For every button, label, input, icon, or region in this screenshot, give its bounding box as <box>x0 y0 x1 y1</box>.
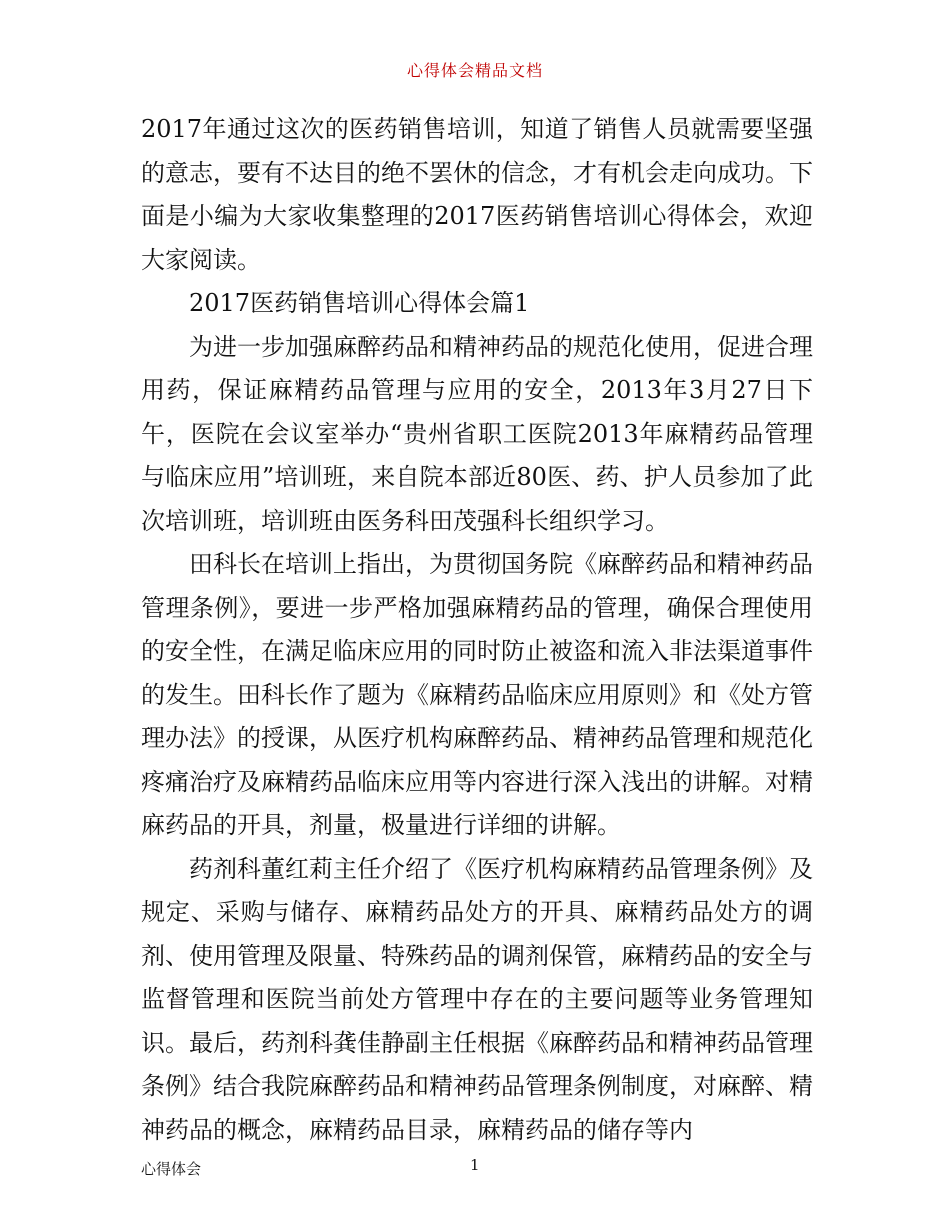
footer-label: 心得体会 <box>141 1160 202 1178</box>
section-heading: 2017医药销售培训心得体会篇1 <box>189 289 530 317</box>
body-paragraph: 药剂科董红莉主任介绍了《医疗机构麻精药品管理条例》及规定、采购与储存、麻精药品处方的开具、麻精药品处方的调剂、使用管理及限量、特殊药品的调剂保管，麻精药品的安全与监督管理和医院当前处方管理中存在的主要问题等业务管理知识。最后，药剂科龚佳静副主任根据《麻醉药品和精神药品管理条例》结合我院麻醉药品和精神药品管理条例制度，对麻醉、精神药品的概念，麻精药品目录，麻精药品的储存等内 <box>141 854 813 1144</box>
body-paragraph: 田科长在培训上指出，为贯彻国务院《麻醉药品和精神药品管理条例》，要进一步严格加强麻精药品的管理，确保合理使用的安全性，在满足临床应用的同时防止被盗和流入非法渠道事件的发生。田科长作了题为《麻精药品临床应用原则》和《处方管理办法》的授课，从医疗机构麻醉药品、精神药品管理和规范化疼痛治疗及麻精药品临床应用等内容进行深入浅出的讲解。对精麻药品的开具，剂量，极量进行详细的讲解。 <box>141 550 813 839</box>
body-paragraph: 为进一步加强麻醉药品和精神药品的规范化使用，促进合理用药，保证麻精药品管理与应用的安全，2013年3月27日下午，医院在会议室举办“贵州省职工医院2013年麻精药品管理与临床应用”培训班，来自院本部近80医、药、护人员参加了此次培训班，培训班由医务科田茂强科长组织学习。 <box>141 332 813 535</box>
document-body <box>141 108 813 1152</box>
intro-paragraph: 2017年通过这次的医药销售培训，知道了销售人员就需要坚强的意志，要有不达目的绝不罢休的信念，才有机会走向成功。下面是小编为大家收集整理的2017医药销售培训心得体会，欢迎大家阅读。 <box>141 115 813 274</box>
page-number: 1 <box>470 1156 480 1174</box>
document-header-title: 心得体会精品文档 <box>406 61 543 80</box>
